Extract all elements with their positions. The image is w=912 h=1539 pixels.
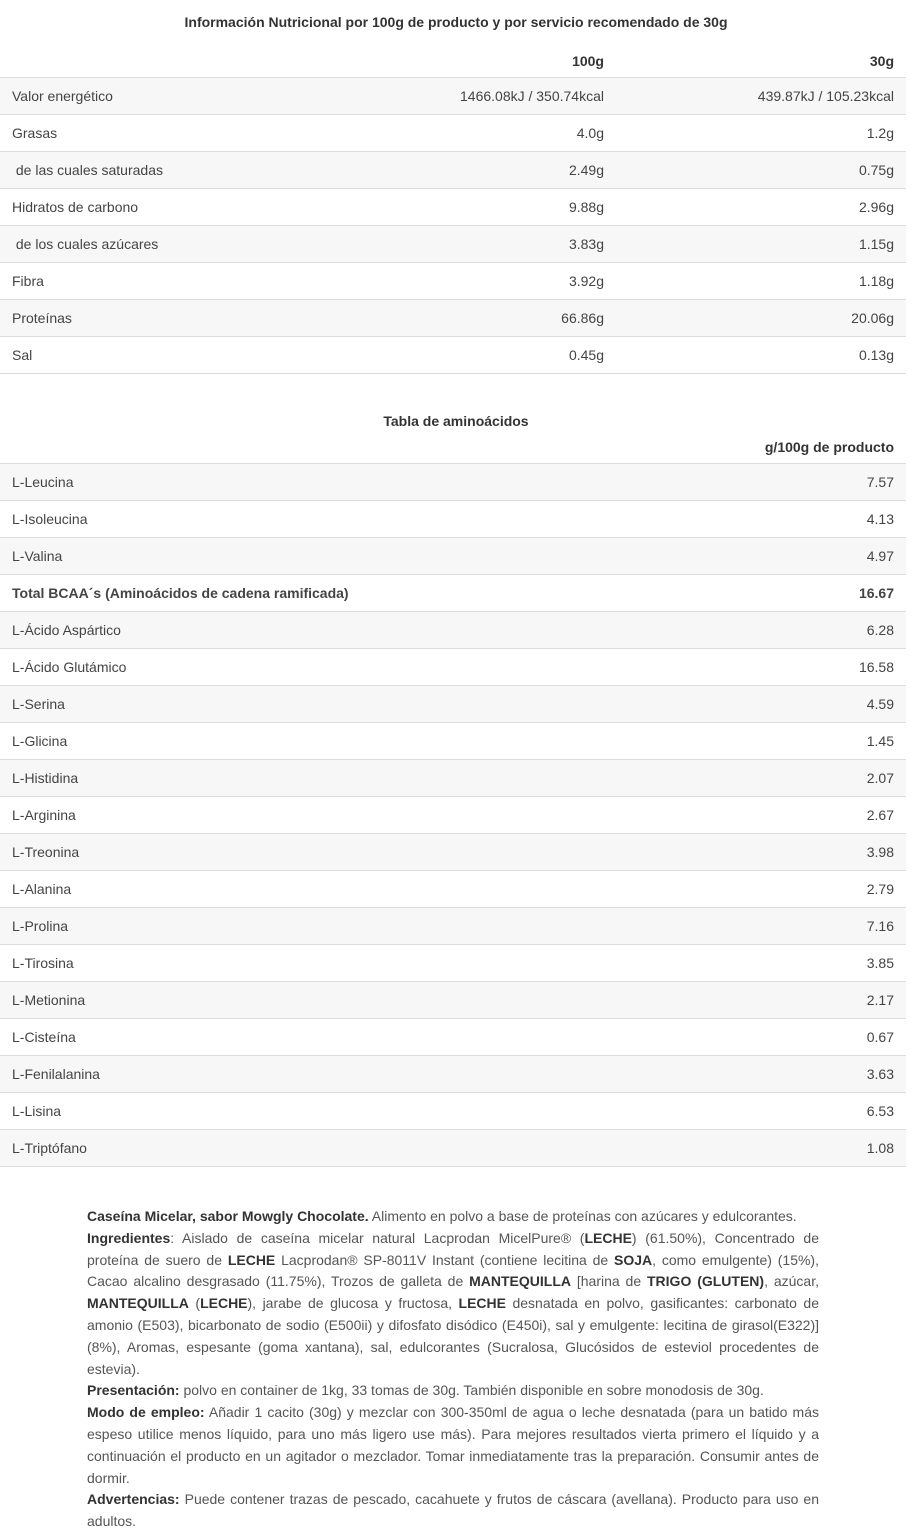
- amino-row: [0, 464, 906, 501]
- amino-name: L-Isoleucina: [0, 501, 606, 538]
- product-desc: Alimento en polvo a base de proteínas con azúcares y edulcorantes.: [368, 1208, 797, 1224]
- usage-paragraph: [87, 1402, 819, 1489]
- ingredients-paragraph: [87, 1228, 819, 1381]
- amino-name: L-Treonina: [0, 834, 606, 871]
- allergen-highlight: MANTEQUILLA: [87, 1295, 189, 1312]
- amino-row: [0, 1093, 906, 1130]
- nutrition-table: [0, 44, 906, 374]
- nutrient-name: Sal: [0, 337, 300, 374]
- amino-value: 6.53: [606, 1093, 906, 1130]
- nutrition-row: [0, 263, 906, 300]
- value-per-100g: 2.49g: [300, 152, 616, 189]
- amino-header-unit: g/100g de producto: [764, 438, 894, 455]
- amino-name: L-Ácido Aspártico: [0, 612, 606, 649]
- value-per-100g: 66.86g: [300, 300, 616, 337]
- amino-acid-table: [0, 430, 906, 1167]
- value-per-30g: 1.15g: [616, 226, 906, 263]
- amino-value: 7.16: [606, 908, 906, 945]
- amino-name: Total BCAA´s (Aminoácidos de cadena ramificada): [0, 575, 606, 612]
- value-per-30g: 20.06g: [616, 300, 906, 337]
- nutrient-name: Proteínas: [0, 300, 300, 337]
- amino-row: [0, 982, 906, 1019]
- amino-name: L-Serina: [0, 686, 606, 723]
- ingredients-fragment: ) (61.50%), Concentrado de proteína de suero de: [87, 1229, 819, 1268]
- amino-row: [0, 649, 906, 686]
- value-per-30g: 439.87kJ / 105.23kcal: [616, 78, 906, 115]
- ingredients-fragment: desnatada en polvo, gasificantes: carbonato de amonio (E503), bicarbonato de sodio (E500ii) y difosfato disódico (E450i), sal y emulgente: lecitina de girasol(E322)] (8%), Aromas, espesante (goma xantana), sal, edulcorantes (Sucralosa, Glucósidos de esteviol procedentes de estevia).: [87, 1295, 819, 1377]
- ingredients-fragment: (: [188, 1295, 201, 1312]
- amino-row: [0, 1019, 906, 1056]
- amino-name: L-Tirosina: [0, 945, 606, 982]
- amino-row: [0, 538, 906, 575]
- ingredients-label: Ingredientes: [87, 1229, 171, 1246]
- amino-name: L-Fenilalanina: [0, 1056, 606, 1093]
- amino-table-title: Tabla de aminoácidos: [383, 413, 529, 429]
- amino-name: L-Metionina: [0, 982, 606, 1019]
- nutrition-row: [0, 337, 906, 374]
- amino-name: L-Histidina: [0, 760, 606, 797]
- nutrition-table-title: Información Nutricional por 100g de producto y por servicio recomendado de 30g: [184, 14, 728, 30]
- amino-value: 3.98: [606, 834, 906, 871]
- amino-name: L-Leucina: [0, 464, 606, 501]
- product-description: [87, 1206, 819, 1533]
- presentation-paragraph: [87, 1380, 819, 1402]
- value-per-30g: 1.2g: [616, 115, 906, 152]
- ingredients-fragment: ), jarabe de glucosa y fructosa,: [247, 1295, 459, 1312]
- amino-name: L-Ácido Glutámico: [0, 649, 606, 686]
- amino-row: [0, 612, 906, 649]
- allergen-highlight: LECHE: [200, 1295, 248, 1312]
- allergen-highlight: LECHE: [458, 1295, 506, 1312]
- amino-value: 2.17: [606, 982, 906, 1019]
- value-per-30g: 0.75g: [616, 152, 906, 189]
- amino-row: [0, 834, 906, 871]
- ingredients-text: [87, 1230, 819, 1377]
- amino-name: L-Valina: [0, 538, 606, 575]
- nutrition-row: [0, 300, 906, 337]
- amino-value: 2.79: [606, 871, 906, 908]
- nutrient-name: Fibra: [0, 263, 300, 300]
- nutrient-name: Valor energético: [0, 78, 300, 115]
- amino-row: [0, 945, 906, 982]
- ingredients-fragment: : Aislado de caseína micelar natural Lacprodan MicelPure® (: [170, 1229, 585, 1246]
- presentation-label: Presentación:: [87, 1382, 180, 1399]
- value-per-30g: 2.96g: [616, 189, 906, 226]
- allergen-highlight: SOJA: [614, 1251, 653, 1268]
- value-per-30g: 0.13g: [616, 337, 906, 374]
- amino-value: 2.07: [606, 760, 906, 797]
- amino-row: [0, 760, 906, 797]
- amino-name: L-Alanina: [0, 871, 606, 908]
- value-per-100g: 0.45g: [300, 337, 616, 374]
- amino-value: 6.28: [606, 612, 906, 649]
- value-per-30g: 1.18g: [616, 263, 906, 300]
- amino-value: 0.67: [606, 1019, 906, 1056]
- value-per-100g: 3.83g: [300, 226, 616, 263]
- amino-row: [0, 1130, 906, 1167]
- allergen-highlight: LECHE: [584, 1229, 632, 1246]
- product-summary: [87, 1206, 819, 1228]
- amino-row: [0, 501, 906, 538]
- amino-value: 3.85: [606, 945, 906, 982]
- amino-name: L-Lisina: [0, 1093, 606, 1130]
- value-per-100g: 1466.08kJ / 350.74kcal: [300, 78, 616, 115]
- amino-value: 2.67: [606, 797, 906, 834]
- amino-row: [0, 1056, 906, 1093]
- nutrition-header-row: [0, 44, 906, 78]
- allergen-highlight: MANTEQUILLA: [469, 1273, 572, 1290]
- amino-value: 4.97: [606, 538, 906, 575]
- amino-value: 16.58: [606, 649, 906, 686]
- value-per-100g: 3.92g: [300, 263, 616, 300]
- value-per-100g: 4.0g: [300, 115, 616, 152]
- amino-value: 4.13: [606, 501, 906, 538]
- nutrient-name: de los cuales azúcares: [0, 226, 300, 263]
- amino-name: L-Cisteína: [0, 1019, 606, 1056]
- nutrient-name: de las cuales saturadas: [0, 152, 300, 189]
- amino-value: 7.57: [606, 464, 906, 501]
- presentation-text: polvo en container de 1kg, 33 tomas de 30g. También disponible en sobre monodosis de 30g.: [179, 1382, 764, 1399]
- allergen-highlight: TRIGO (GLUTEN): [647, 1273, 765, 1290]
- nutrient-name: Grasas: [0, 115, 300, 152]
- nutrition-row: [0, 226, 906, 263]
- nutrition-header-100g: 100g: [572, 52, 604, 69]
- nutrition-row: [0, 152, 906, 189]
- ingredients-fragment: , como emulgente) (15%), Cacao alcalino desgrasado (11.75%), Trozos de galleta de: [87, 1251, 819, 1290]
- amino-name: L-Prolina: [0, 908, 606, 945]
- nutrition-header-30g: 30g: [869, 52, 894, 69]
- amino-name: L-Glicina: [0, 723, 606, 760]
- usage-label: Modo de empleo:: [87, 1404, 205, 1421]
- warnings-paragraph: [87, 1489, 819, 1533]
- amino-row: [0, 797, 906, 834]
- usage-text: Añadir 1 cacito (30g) y mezclar con 300-350ml de agua o leche desnatada (para un batido más espeso utilice menos líquido, para uno más ligero use más). Para mejores resultados vierta primero el líquido y a continuación el producto en un agitador o mezclador. Tomar inmediatamente tras la preparación. Consumir antes de dormir.: [87, 1404, 819, 1486]
- amino-value: 1.08: [606, 1130, 906, 1167]
- amino-row: [0, 723, 906, 760]
- warnings-text: Puede contener trazas de pescado, cacahuete y frutos de cáscara (avellana). Producto para uso en adultos.: [87, 1491, 819, 1530]
- amino-value: 1.45: [606, 723, 906, 760]
- amino-value: 4.59: [606, 686, 906, 723]
- amino-value: 3.63: [606, 1056, 906, 1093]
- amino-name: L-Arginina: [0, 797, 606, 834]
- nutrition-row: [0, 115, 906, 152]
- amino-row: [0, 871, 906, 908]
- amino-name: L-Triptófano: [0, 1130, 606, 1167]
- amino-total-row: [0, 575, 906, 612]
- nutrition-row: [0, 78, 906, 115]
- amino-row: [0, 686, 906, 723]
- ingredients-fragment: , azúcar,: [764, 1273, 819, 1290]
- ingredients-fragment: Lacprodan® SP-8011V Instant (contiene lecitina de: [275, 1251, 615, 1268]
- value-per-100g: 9.88g: [300, 189, 616, 226]
- amino-row: [0, 908, 906, 945]
- warnings-label: Advertencias:: [87, 1491, 180, 1508]
- product-name: Caseína Micelar, sabor Mowgly Chocolate.: [87, 1208, 369, 1224]
- ingredients-fragment: [harina de: [571, 1273, 647, 1290]
- amino-value: 16.67: [606, 575, 906, 612]
- nutrition-header-nutrient: [0, 44, 300, 78]
- nutrient-name: Hidratos de carbono: [0, 189, 300, 226]
- allergen-highlight: LECHE: [227, 1251, 276, 1268]
- nutrition-row: [0, 189, 906, 226]
